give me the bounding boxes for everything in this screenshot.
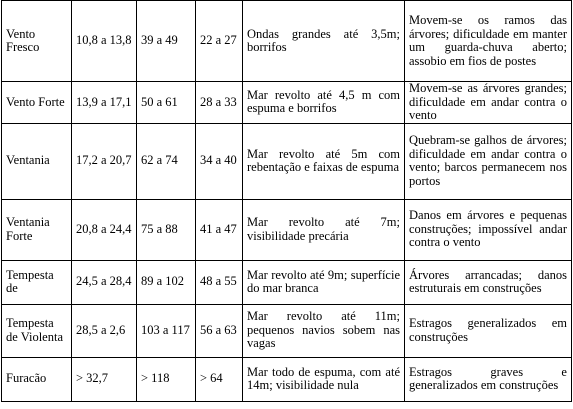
land-effect-cell: Árvores arrancadas; danos estruturais em construções [405,260,572,304]
land-effect-cell: Quebram-se galhos de árvores; dificuldade em andar contra o vento; barcos permanecem nos portos [405,123,572,199]
table-row [2,82,572,124]
speed-kmh-cell: 75 a 88 [137,199,196,260]
land-effect-cell: Movem-se os ramos das árvores; dificuldade em manter um guarda-chuva aberto; assobio em fios de postes [405,1,572,82]
speed-ms-cell: 17,2 a 20,7 [72,123,137,199]
sea-effect-cell: Mar revolto até 9m; superfície do mar branca [243,260,405,304]
speed-kmh-cell: 89 a 102 [137,260,196,304]
wind-name-cell: Ventania [2,123,72,199]
speed-kmh-cell: > 118 [137,357,196,401]
land-effect-cell: Movem-se as árvores grandes; dificuldade em andar contra o vento [405,82,572,124]
speed-kmh-cell: 50 a 61 [137,82,196,124]
wind-name-cell: Ventania Forte [2,199,72,260]
land-effect-cell: Estragos graves e generalizados em construções [405,357,572,401]
speed-ms-cell: > 32,7 [72,357,137,401]
speed-kmh-cell: 103 a 117 [137,304,196,357]
speed-knots-cell: 56 a 63 [196,304,243,357]
sea-effect-cell: Mar revolto até 11m; pequenos navios sobem nas vagas [243,304,405,357]
wind-name-cell: Tempesta de [2,260,72,304]
table-row [2,199,572,260]
wind-name-cell: Furacão [2,357,72,401]
speed-kmh-cell: 62 a 74 [137,123,196,199]
speed-ms-cell: 10,8 a 13,8 [72,1,137,82]
speed-ms-cell: 13,9 a 17,1 [72,82,137,124]
beaufort-scale-table [1,0,572,402]
speed-knots-cell: 48 a 55 [196,260,243,304]
speed-ms-cell: 20,8 a 24,4 [72,199,137,260]
speed-knots-cell: > 64 [196,357,243,401]
speed-ms-cell: 24,5 a 28,4 [72,260,137,304]
table-row [2,123,572,199]
sea-effect-cell: Ondas grandes até 3,5m; borrifos [243,1,405,82]
sea-effect-cell: Mar todo de espuma, com até 14m; visibilidade nula [243,357,405,401]
sea-effect-cell: Mar revolto até 4,5 m com espuma e borrifos [243,82,405,124]
wind-name-cell: Tempesta de Violenta [2,304,72,357]
wind-name-cell: Vento Forte [2,82,72,124]
table-row [2,304,572,357]
table-row [2,1,572,82]
wind-name-cell: Vento Fresco [2,1,72,82]
speed-knots-cell: 28 a 33 [196,82,243,124]
sea-effect-cell: Mar revolto até 7m; visibilidade precária [243,199,405,260]
speed-knots-cell: 34 a 40 [196,123,243,199]
table-row [2,357,572,401]
sea-effect-cell: Mar revolto até 5m com rebentação e faixas de espuma [243,123,405,199]
table-row [2,260,572,304]
speed-knots-cell: 22 a 27 [196,1,243,82]
speed-kmh-cell: 39 a 49 [137,1,196,82]
speed-ms-cell: 28,5 a 2,6 [72,304,137,357]
land-effect-cell: Estragos generalizados em construções [405,304,572,357]
land-effect-cell: Danos em árvores e pequenas construções; impossível andar contra o vento [405,199,572,260]
speed-knots-cell: 41 a 47 [196,199,243,260]
